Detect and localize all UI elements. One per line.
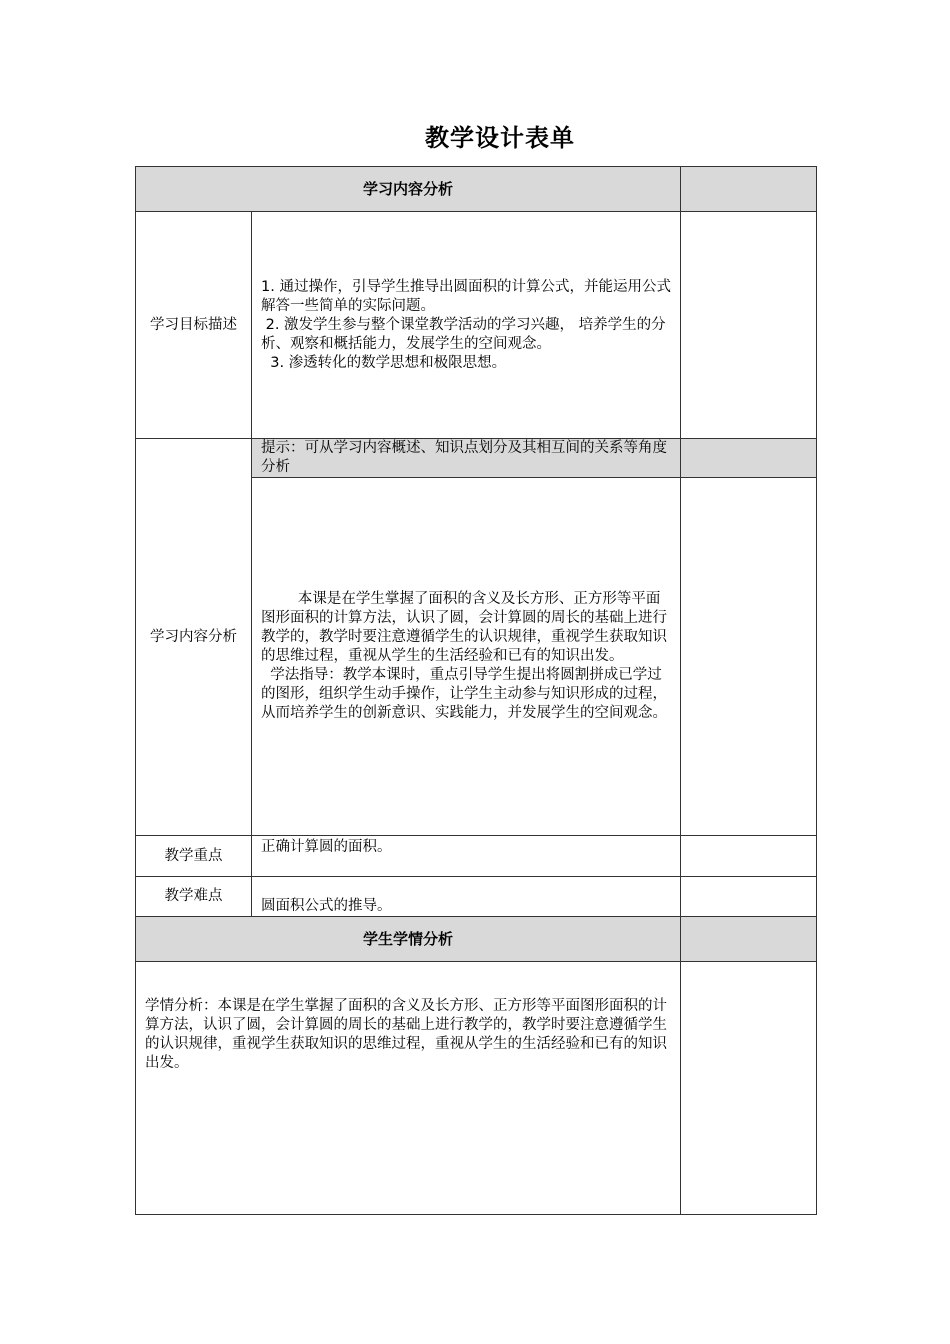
objectives-side	[681, 212, 817, 439]
student-analysis-side	[681, 962, 817, 1215]
student-analysis-row	[136, 962, 817, 1215]
difficult-point-side	[681, 877, 817, 917]
page-title: 教学设计表单	[425, 124, 575, 152]
difficult-point-value: 圆面积公式的推导。	[252, 877, 681, 917]
design-form-table	[135, 166, 817, 1215]
content-hint-side	[681, 439, 817, 478]
section2-header-side	[681, 917, 817, 962]
section2-header: 学生学情分析	[136, 917, 681, 962]
content-analysis-body	[252, 478, 681, 836]
student-analysis: 学情分析：本课是在学生掌握了面积的含义及长方形、正方形等平面图形面积的计算方法，认识了圆，会计算圆的周长的基础上进行教学的，教学时要注意遵循学生的认识规律，重视学生获取知识的思维过程，重视从学生的生活经验和已有的知识出发。	[136, 962, 681, 1215]
content-paragraph-1: 本课是在学生掌握了面积的含义及长方形、正方形等平面图形面积的计算方法，认识了圆，会计算圆的周长的基础上进行教学的，教学时要注意遵循学生的认识规律，重视学生获取知识的思维过程，重视从学生的生活经验和已有的知识出发。	[261, 591, 667, 664]
objective-1: 1. 通过操作，引导学生推导出圆面积的计算公式，并能运用公式解答一些简单的实际问题。	[261, 278, 671, 314]
objectives-content	[252, 212, 681, 439]
section2-header-row	[136, 917, 817, 962]
content-hint: 提示：可从学习内容概述、知识点划分及其相互间的关系等角度分析	[252, 439, 681, 478]
difficult-point-label: 教学难点	[136, 877, 252, 917]
content-analysis-label: 学习内容分析	[136, 439, 252, 836]
section1-header: 学习内容分析	[136, 167, 681, 212]
objectives-row	[136, 212, 817, 439]
objective-2: 2. 激发学生参与整个课堂教学活动的学习兴趣， 培养学生的分析、观察和概括能力，发展学生的空间观念。	[261, 316, 666, 352]
section1-header-row	[136, 167, 817, 212]
key-point-label: 教学重点	[136, 836, 252, 877]
difficult-point-row	[136, 877, 817, 917]
key-point-row	[136, 836, 817, 877]
objective-3: 3. 渗透转化的数学思想和极限思想。	[261, 354, 507, 371]
key-point-side	[681, 836, 817, 877]
section1-header-side	[681, 167, 817, 212]
content-hint-row	[136, 439, 817, 478]
objectives-label: 学习目标描述	[136, 212, 252, 439]
content-paragraph-2: 学法指导：教学本课时，重点引导学生提出将圆割拼成已学过的图形，组织学生动手操作，让学生主动参与知识形成的过程，从而培养学生的创新意识、实践能力，并发展学生的空间观念。	[261, 667, 667, 721]
key-point-value: 正确计算圆的面积。	[252, 836, 681, 877]
content-analysis-side	[681, 478, 817, 836]
